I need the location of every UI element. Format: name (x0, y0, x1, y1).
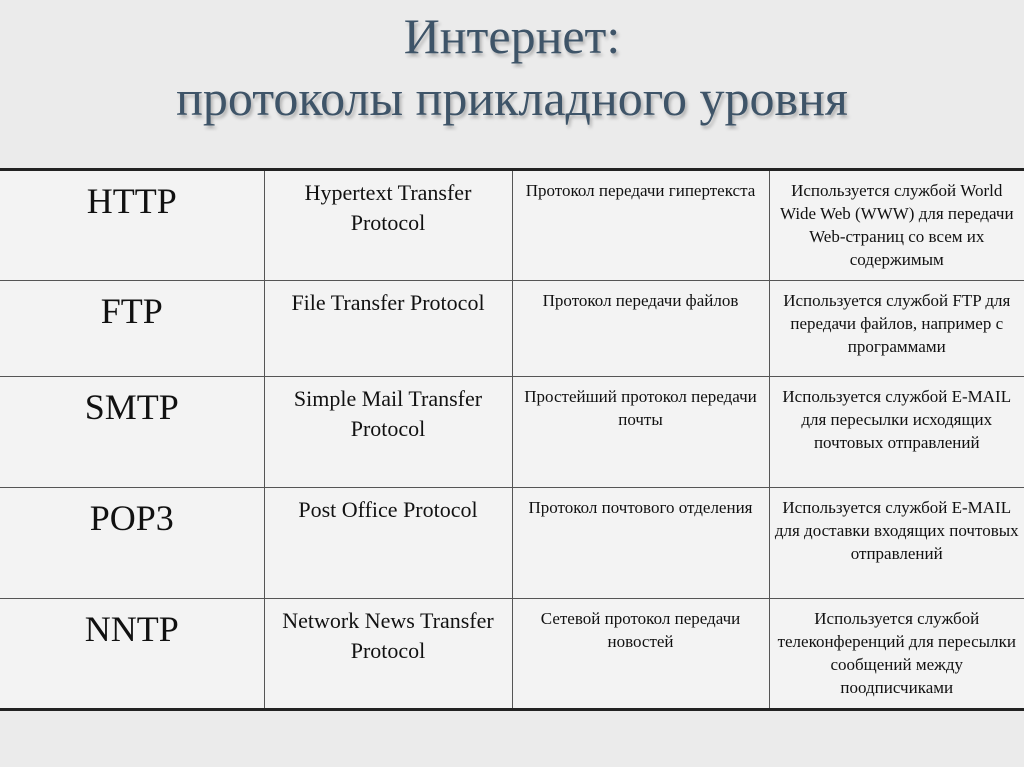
protocol-abbr: NNTP (84, 609, 179, 649)
title-line-1: Интернет: (403, 8, 621, 64)
protocol-abbr: SMTP (84, 387, 179, 427)
table-row (0, 377, 1024, 488)
protocol-abbr-cell (0, 281, 264, 377)
protocol-translation: Протокол передачи гипертекста (525, 181, 756, 200)
protocol-usage: Используется службой E-MAIL для доставки входящих почтовых отправлений (774, 498, 1019, 563)
protocol-full-name: Simple Mail Transfer Protocol (293, 386, 483, 441)
title-line-2: протоколы прикладного уровня (176, 70, 848, 126)
protocol-translation-cell (512, 377, 769, 488)
protocol-translation-cell (512, 281, 769, 377)
protocol-full-name-cell (264, 488, 512, 599)
protocol-usage: Используется службой World Wide Web (WWW) для передачи Web-страниц со всем их содержимым (779, 181, 1014, 269)
protocol-full-name: File Transfer Protocol (291, 290, 485, 315)
protocol-usage-cell (769, 170, 1024, 281)
protocol-abbr-cell (0, 599, 264, 710)
protocols-table (0, 168, 1024, 711)
protocol-usage-cell (769, 488, 1024, 599)
table-row (0, 488, 1024, 599)
protocol-full-name-cell (264, 377, 512, 488)
protocol-abbr: HTTP (86, 181, 177, 221)
protocol-translation-cell (512, 488, 769, 599)
protocol-usage-cell (769, 599, 1024, 710)
protocol-full-name-cell (264, 170, 512, 281)
table-row (0, 170, 1024, 281)
table-row (0, 281, 1024, 377)
protocol-translation: Протокол почтового отделения (528, 498, 753, 517)
protocol-translation-cell (512, 599, 769, 710)
protocol-abbr: FTP (100, 291, 163, 331)
protocol-abbr-cell (0, 170, 264, 281)
protocol-full-name: Post Office Protocol (298, 497, 478, 522)
protocol-usage: Используется службой E-MAIL для пересылки исходящих почтовых отправлений (782, 387, 1012, 452)
protocol-usage-cell (769, 377, 1024, 488)
protocol-abbr: POP3 (89, 498, 174, 538)
table-row (0, 599, 1024, 710)
protocol-usage: Используется службой телеконференций для пересылки сообщений между поодписчиками (777, 609, 1016, 697)
slide-title (0, 0, 1024, 168)
protocol-usage: Используется службой FTP для передачи файлов, например с программами (783, 291, 1011, 356)
protocol-abbr-cell (0, 488, 264, 599)
protocol-usage-cell (769, 281, 1024, 377)
protocol-abbr-cell (0, 377, 264, 488)
protocol-full-name-cell (264, 281, 512, 377)
protocol-translation: Простейший протокол передачи почты (524, 387, 757, 429)
protocol-translation: Протокол передачи файлов (542, 291, 739, 310)
protocol-full-name-cell (264, 599, 512, 710)
protocol-full-name: Network News Transfer Protocol (282, 608, 494, 663)
protocol-translation-cell (512, 170, 769, 281)
protocol-translation: Сетевой протокол передачи новостей (540, 609, 741, 651)
protocol-full-name: Hypertext Transfer Protocol (304, 180, 472, 235)
